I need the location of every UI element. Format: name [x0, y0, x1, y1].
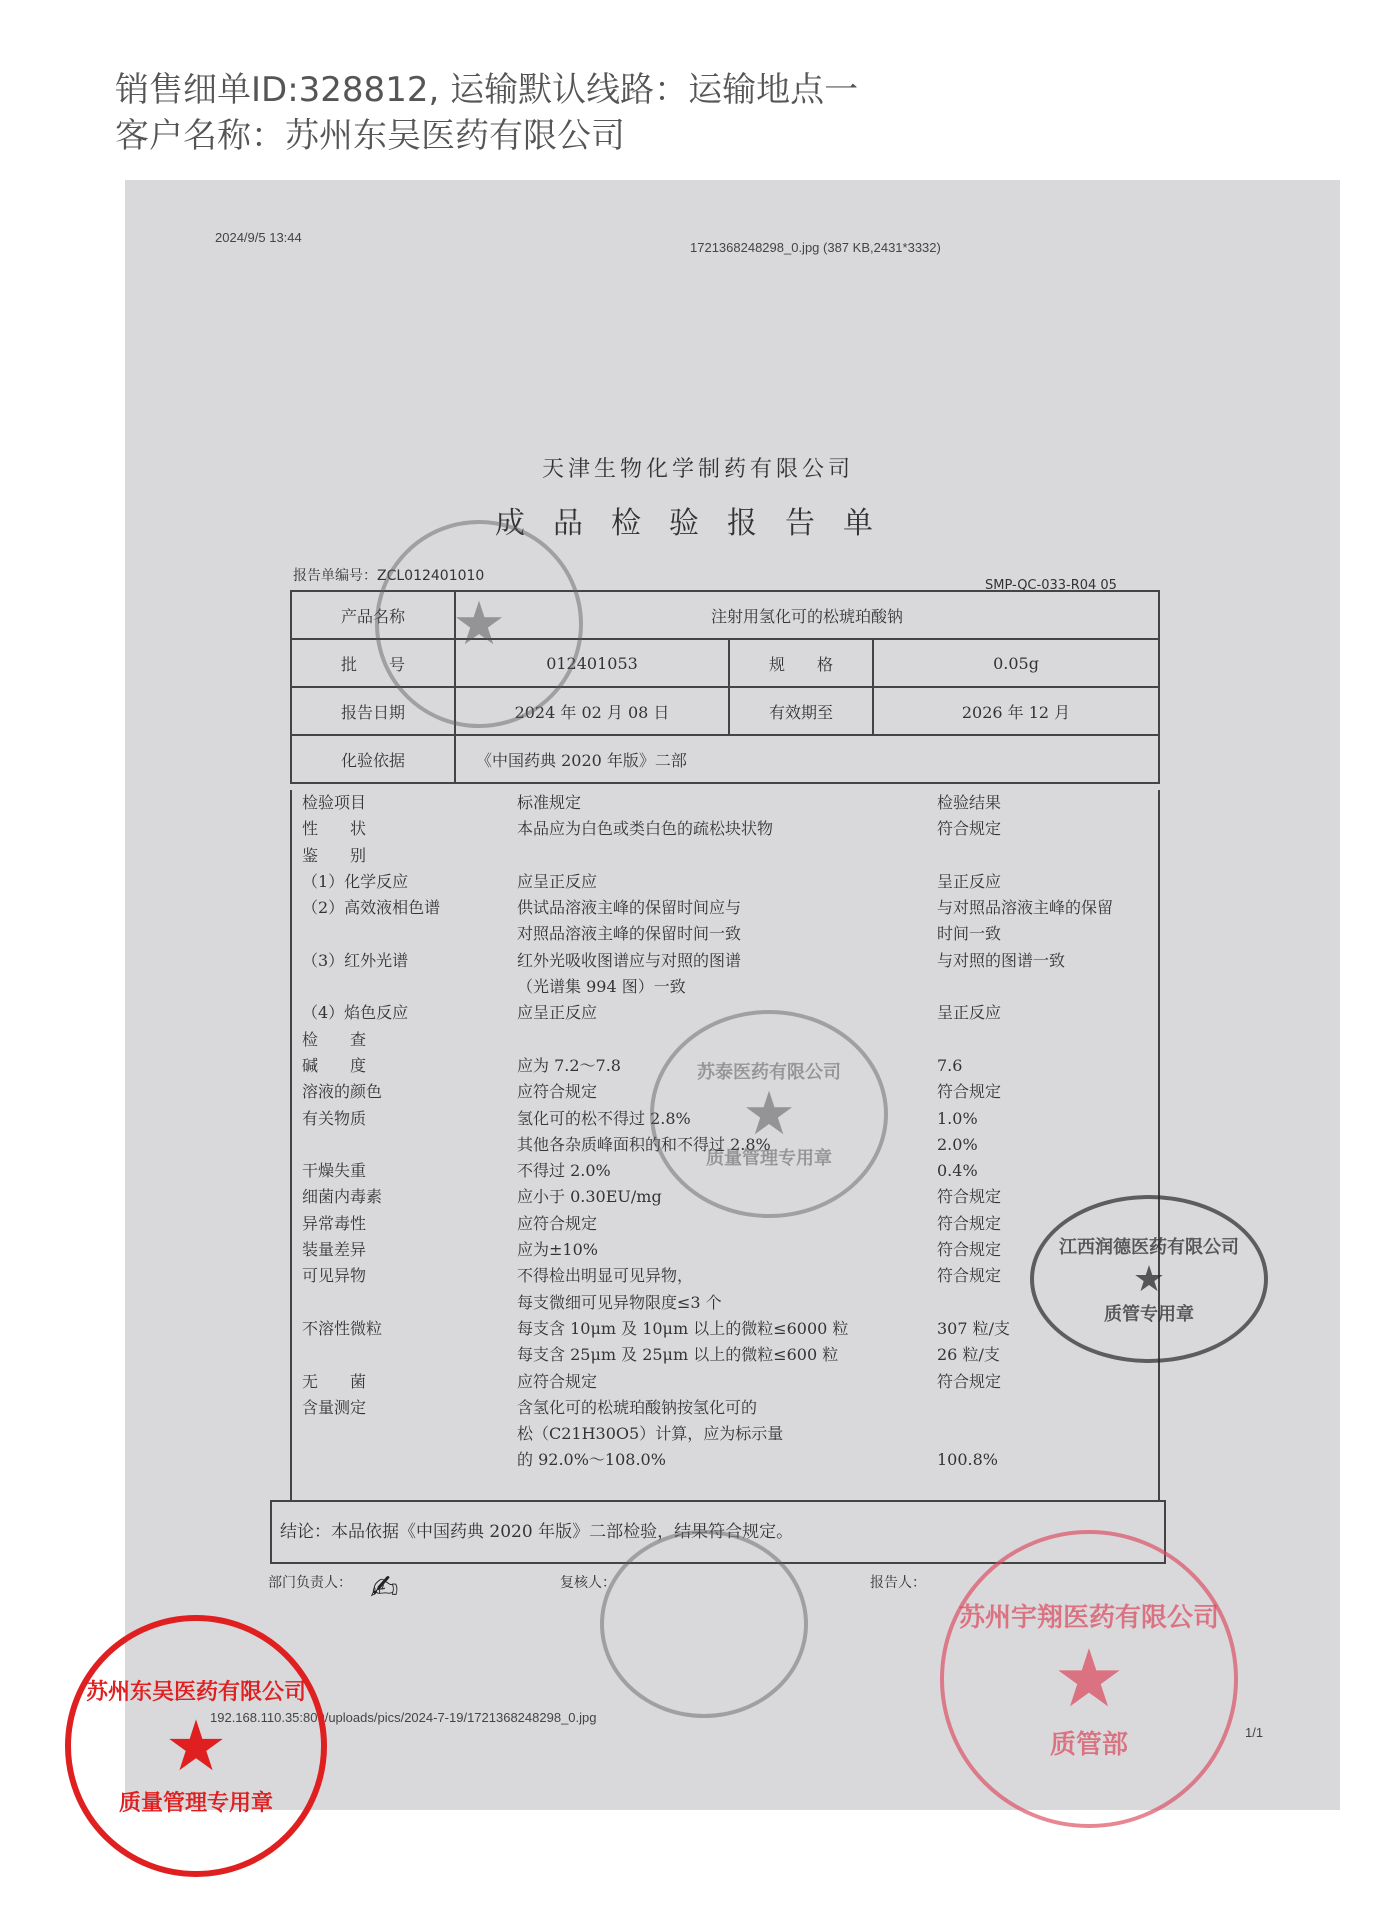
- test-item: [292, 974, 517, 1000]
- result-row: [292, 869, 1158, 895]
- test-item: 鉴 别: [302, 845, 367, 865]
- test-item: 可见异物: [302, 1266, 367, 1286]
- result-row: [292, 816, 1158, 842]
- test-item: （3）红外光谱: [302, 950, 409, 970]
- report-number: 报告单编号：ZCL012401010: [293, 568, 485, 584]
- standard: 不得检出明显可见异物，: [517, 1266, 694, 1286]
- result: 呈正反应: [937, 1003, 1002, 1023]
- test-item: 干燥失重: [302, 1161, 367, 1181]
- label: 有效期至: [729, 687, 873, 735]
- test-item: [292, 1290, 517, 1316]
- result: 与对照的图谱一致: [937, 950, 1066, 970]
- test-item: 装量差异: [302, 1240, 367, 1260]
- result: 符合规定: [937, 819, 1002, 839]
- reporter-label: 报告人：: [870, 1575, 926, 1591]
- order-info-line: 销售细单ID:328812, 运输默认线路：运输地点一: [115, 70, 859, 110]
- standard: 应呈正反应: [517, 871, 598, 891]
- standard: 应符合规定: [517, 1371, 598, 1391]
- test-item: （4）焰色反应: [302, 1003, 409, 1023]
- result-row: [292, 1263, 1158, 1289]
- test-item: （2）高效液相色谱: [302, 898, 441, 918]
- result-row: [292, 1447, 1158, 1473]
- result: 呈正反应: [937, 871, 1002, 891]
- stamp-suzhou-dongwu: 苏州东吴医药有限公司 ★ 质量管理专用章: [65, 1615, 327, 1877]
- test-item: 有关物质: [302, 1108, 367, 1128]
- result-row: [292, 895, 1158, 921]
- test-item: [292, 921, 517, 947]
- result: 符合规定: [937, 1240, 1002, 1260]
- result: 1.0%: [937, 1108, 978, 1128]
- conclusion: 结论：本品依据《中国药典 2020 年版》二部检验，结果符合规定。: [270, 1500, 1166, 1564]
- print-timestamp: 2024/9/5 13:44: [215, 230, 302, 245]
- result: [937, 1421, 1158, 1447]
- test-item: 含量测定: [302, 1397, 367, 1417]
- signature-dept-head: ✍: [370, 1568, 399, 1608]
- result: 符合规定: [937, 1187, 1002, 1207]
- standard: 每支微细可见异物限度≤3 个: [517, 1292, 722, 1312]
- result-row: [292, 1395, 1158, 1421]
- test-item: [292, 1132, 517, 1158]
- result-row: [292, 921, 1158, 947]
- result-row: [292, 1369, 1158, 1395]
- stamp-review: [600, 1530, 808, 1718]
- stamp-middle: 苏泰医药有限公司 ★ 质量管理专用章: [650, 1010, 888, 1218]
- result: 307 粒/支: [937, 1318, 1011, 1338]
- standard: 应为±10%: [517, 1240, 598, 1260]
- label: 报告日期: [291, 687, 455, 735]
- result: 检验结果: [937, 793, 1002, 812]
- result-row: [292, 1237, 1158, 1263]
- result: [937, 843, 1158, 869]
- result: 7.6: [937, 1055, 963, 1075]
- result: 符合规定: [937, 1082, 1002, 1102]
- result: 26 粒/支: [937, 1345, 1000, 1365]
- test-item: 无 菌: [302, 1371, 367, 1391]
- issuer-company: 天津生物化学制药有限公司: [541, 457, 854, 482]
- standard: [517, 843, 937, 869]
- source-url: 192.168.110.35:809/uploads/pics/2024-7-19/1721368248298_0.jpg: [210, 1710, 597, 1725]
- results-header-row: [292, 790, 1158, 816]
- test-item: 异常毒性: [302, 1213, 367, 1233]
- test-item: 细菌内毒素: [302, 1187, 383, 1207]
- test-item: （1）化学反应: [302, 871, 409, 891]
- form-code: SMP-QC-033-R04 05: [985, 578, 1117, 593]
- stamp-jiangxi-runde: 江西润德医药有限公司 ★ 质管专用章: [1030, 1195, 1268, 1363]
- standard: 应为 7.2～7.8: [517, 1055, 621, 1075]
- result-row: [292, 843, 1158, 869]
- standard: （光谱集 994 图）一致: [517, 977, 686, 997]
- result: 符合规定: [937, 1213, 1002, 1233]
- standard: 应小于 0.30EU/mg: [517, 1187, 662, 1207]
- page-number: 1/1: [1245, 1725, 1264, 1740]
- result: 符合规定: [937, 1266, 1002, 1286]
- test-item: 性 状: [302, 819, 367, 839]
- report-title: 成品检验报告单: [495, 506, 901, 541]
- label: 产品名称: [291, 591, 455, 639]
- stamp-suzhou-quality-dept: 苏州宇翔医药有限公司 ★ 质管部: [940, 1530, 1238, 1828]
- report-date: 2024 年 02 月 08 日: [455, 687, 729, 735]
- result: 2.0%: [937, 1134, 978, 1154]
- test-item: [292, 1421, 517, 1447]
- result: 0.4%: [937, 1161, 978, 1181]
- reviewer-label: 复核人：: [560, 1575, 616, 1591]
- result-row: [292, 1290, 1158, 1316]
- test-item: 检验项目: [302, 793, 367, 812]
- standard: 氢化可的松不得过 2.8%: [517, 1108, 691, 1128]
- result-row: [292, 1342, 1158, 1368]
- test-item: 不溶性微粒: [302, 1318, 383, 1338]
- label: 化验依据: [291, 735, 455, 783]
- result: [937, 1027, 1158, 1053]
- standard: 的 92.0%～108.0%: [517, 1450, 666, 1470]
- result: 时间一致: [937, 924, 1002, 944]
- label: 规 格: [729, 639, 873, 687]
- test-item: 溶液的颜色: [302, 1082, 383, 1102]
- result-row: [292, 974, 1158, 1000]
- result: [937, 1395, 1158, 1421]
- spec: 0.05g: [873, 639, 1159, 687]
- dept-head-label: 部门负责人：: [268, 1575, 352, 1591]
- standard: 应符合规定: [517, 1213, 598, 1233]
- standard: 每支含 25μm 及 25μm 以上的微粒≤600 粒: [517, 1345, 839, 1365]
- standard: 应呈正反应: [517, 1003, 598, 1023]
- result: 与对照品溶液主峰的保留: [937, 898, 1114, 918]
- result-row: [292, 1421, 1158, 1447]
- result-row: [292, 1211, 1158, 1237]
- test-item: 碱 度: [302, 1055, 367, 1075]
- batch-number: 012401053: [455, 639, 729, 687]
- standard: 红外光吸收图谱应与对照的图谱: [517, 950, 742, 970]
- standard: 不得过 2.0%: [517, 1161, 611, 1181]
- standard: 标准规定: [517, 793, 582, 812]
- test-item: 检 查: [302, 1029, 367, 1049]
- standard: 应符合规定: [517, 1082, 598, 1102]
- label: 批 号: [291, 639, 455, 687]
- result: 符合规定: [937, 1371, 1002, 1391]
- product-name: 注射用氢化可的松琥珀酸钠: [455, 591, 1159, 639]
- standard: 对照品溶液主峰的保留时间一致: [517, 924, 742, 944]
- result: 100.8%: [937, 1450, 999, 1470]
- standard: 每支含 10μm 及 10μm 以上的微粒≤6000 粒: [517, 1318, 849, 1338]
- file-info: 1721368248298_0.jpg (387 KB,2431*3332): [690, 240, 941, 255]
- standard: 供试品溶液主峰的保留时间应与: [517, 898, 742, 918]
- expiry-date: 2026 年 12 月: [873, 687, 1159, 735]
- result-row: [292, 948, 1158, 974]
- customer-name-line: 客户名称：苏州东吴医药有限公司: [115, 116, 625, 156]
- standard: 含氢化可的松琥珀酸钠按氢化可的: [517, 1397, 758, 1417]
- result: [937, 974, 1158, 1000]
- standard: 松（C21H30O5）计算，应为标示量: [517, 1424, 784, 1444]
- test-basis: 《中国药典 2020 年版》二部: [455, 735, 1159, 783]
- standard: 其他各杂质峰面积的和不得过 2.8%: [517, 1134, 771, 1154]
- test-item: [292, 1342, 517, 1368]
- stamp-issuer: ★: [375, 520, 583, 728]
- result-row: [292, 1316, 1158, 1342]
- test-item: [292, 1447, 517, 1473]
- standard: 本品应为白色或类白色的疏松块状物: [517, 819, 774, 839]
